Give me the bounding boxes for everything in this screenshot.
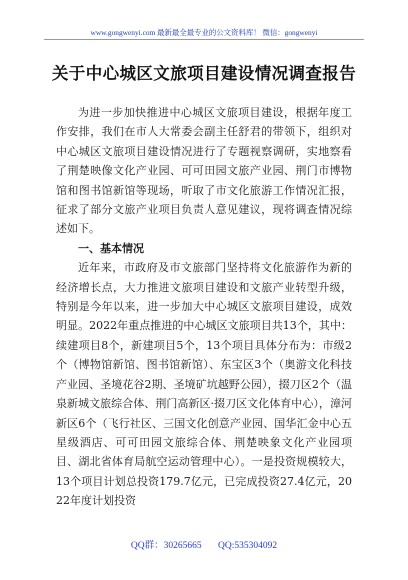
intro-paragraph: 为进一步加快推进中心城区文旅项目建设，根据年度工作安排，我们在市人大常委会副主任舒君的带领下，组织对中心城区文旅项目建设情况进行了专题视察调研，实地察看了荆楚映像文化产业园、可可田园文旅产业园、荆门市博物馆和图书馆新馆等现场，听取了市文化旅游工作情况汇报，征求了部分文旅产业项目负责人意见建议，现将调查情况综述如下。	[56, 106, 352, 236]
document-body	[56, 103, 352, 511]
page-footer	[0, 537, 408, 551]
basic-situation-paragraph: 近年来，市政府及市文旅部门坚持将文化旅游作为新的经济增长点，大力推进文旅项目建设和文旅产业转型升级，特别是今年以来，进一步加大中心城区文旅项目建设，成效明显。2022年重点推进的中心城区文旅项目共13个，其中：续建项目8个，新建项目5个，13个项目具体分布为：市级2个（博物馆新馆、图书馆新馆）、东宝区3个（奥游文化科技产业园、圣境花谷2期、圣境矿坑越野公园），掇刀区2个（温泉新城文旅综合体、荆门高新区·掇刀区文化体育中心），漳河新区6个（飞行社区、三国文化创意产业园、国华汇金中心五星级酒店、可可田园文旅综合体、荆楚映象文化产业园项目、湖北省体育局航空运动管理中心）。一是投资规模较大，13个项目计划总投资179.7亿元，已完成投资27.4亿元，2022年度计划投资	[56, 261, 352, 508]
footer-qq-group: QQ群：30265665	[130, 541, 202, 551]
header-divider	[44, 39, 364, 40]
section-heading-basic-situation: 一、基本情况	[78, 241, 144, 255]
document-title: 关于中心城区文旅项目建设情况调查报告	[51, 64, 357, 83]
footer-qq: QQ:535304092	[217, 541, 278, 551]
page-header-banner: www.gongwenyi.com 最新最全最专业的公文资料库！ 微信：gongwenyi	[90, 28, 318, 37]
